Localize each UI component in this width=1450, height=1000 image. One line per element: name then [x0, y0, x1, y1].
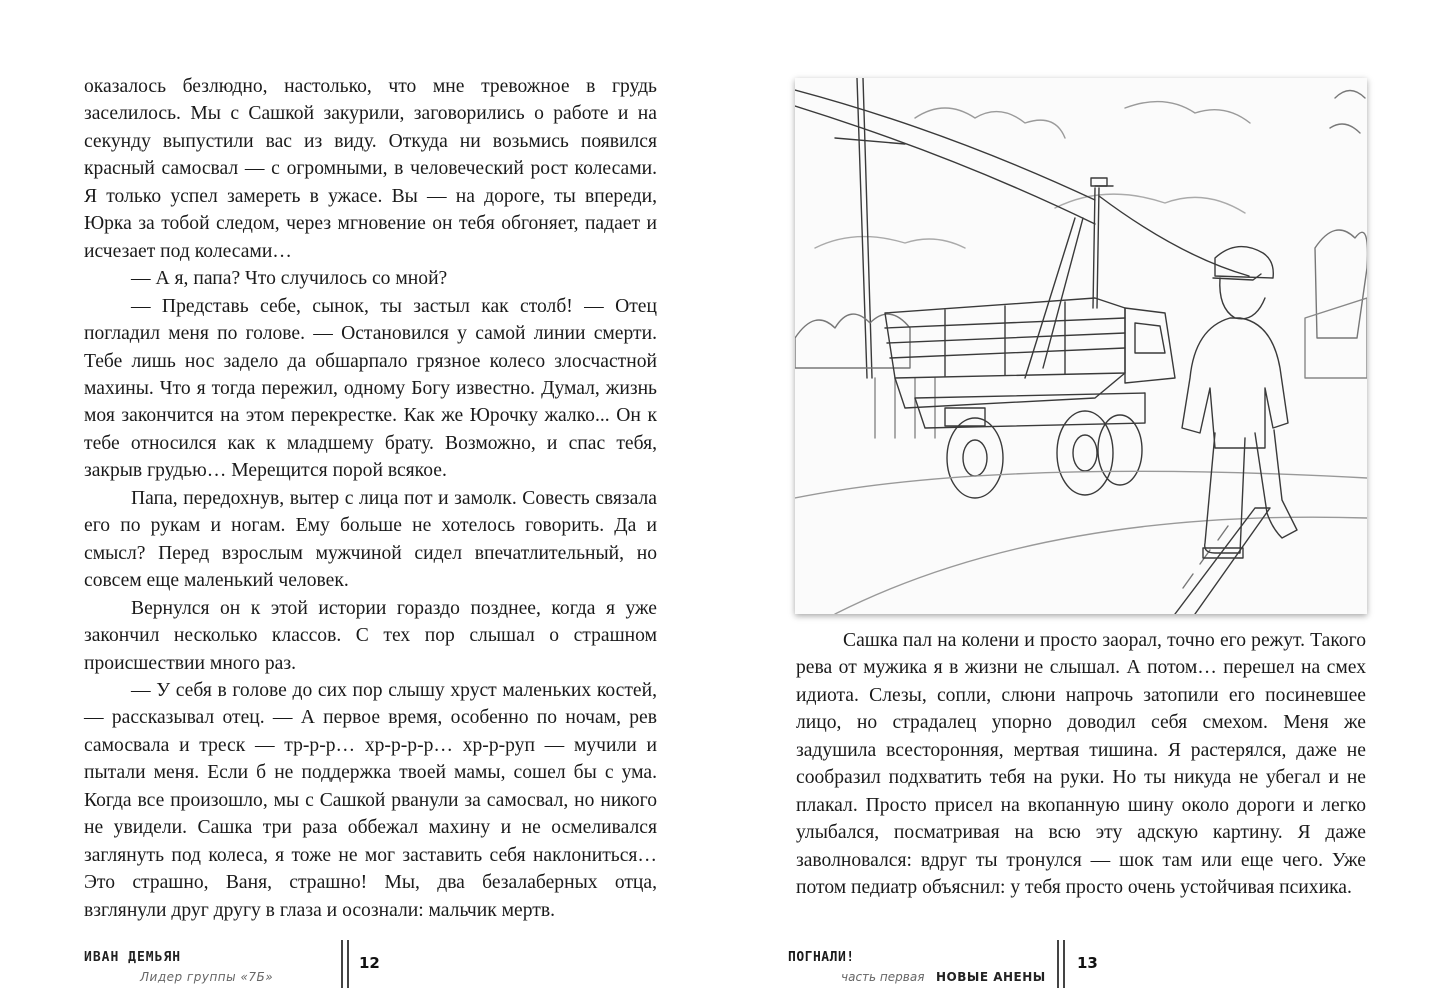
paragraph: оказалось безлюдно, настолько, что мне тревожное в грудь заселилось. Мы с Сашкой закурили, заговорились о работе и на секунду выпустили вас из виду. Откуда ни возьмись появился красный самосвал — с огромными, в человеческий рост колесами. Я только успел замереть в ужасе. Вы — на дороге, ты впереди, Юрка за тобой следом, через мгновение он тебя обгоняет, падает и исчезает под колесами… [84, 76, 657, 262]
author-name: ИВАН ДЕМЬЯН [84, 950, 182, 965]
footer-rule [347, 940, 349, 988]
paragraph: — А я, папа? Что случилось со мной? [131, 268, 448, 290]
paragraph: — У себя в голове до сих пор слышу хруст маленьких костей, — рассказывал отец. — А первое время, особенно по ночам, рев самосвала и треск — тр-р-р… хр-р-р-р… хр-р-руп — мучили и пытали меня. Если б не поддержка твоей мамы, сошел бы с ума. Когда все произошло, мы с Сашкой рванули за самосвал, но никого не увидели. Сашка три раза оббежал махину и не осмеливался заглянуть под колеса, я тоже не мог заставить себя наклониться… Это страшно, Ваня, страшно! Мы, два безалаберных отца, взглянули друг другу в глаза и осознали: мальчик мертв. [84, 679, 657, 921]
footer-rule [341, 940, 343, 988]
paragraph: Вернулся он к этой истории гораздо позднее, когда я уже закончил несколько классов. С тех пор слышал о страшном происшествии много раз. [84, 597, 657, 674]
author-subtitle: Лидер группы «7Б» [140, 970, 274, 984]
right-page [725, 0, 1450, 1000]
section-title: НОВЫЕ АНЕНЫ [936, 970, 1046, 984]
illustration-truck-boy [795, 78, 1367, 614]
right-page-body [796, 627, 1366, 902]
paragraph: Сашка пал на колени и просто заорал, точно его режут. Такого рева от мужика я в жизни не слышал. А потом… перешел на смех идиота. Слезы, сопли, слюни напрочь затопили его посиневшее лицо, но страдалец упорно доводил себя смехом. Меня же задушила всесторонняя, мертвая тишина. Я растерялся, даже не сообразил подхватить тебя на руки. Но ты никуда не убегал и не плакал. Просто присел на вкопанную шину около дороги и легко улыбался, посматривая на всю эту адскую картину. Я даже заволновался: вдруг ты тронулся — шок там или еще чего. Уже потом педиатр объяснил: у тебя просто очень устойчивая психика. [796, 630, 1366, 899]
book-title: ПОГНАЛИ! [788, 950, 855, 965]
paragraph: Папа, передохнув, вытер с лица пот и замолк. Совесть связала его по рукам и ногам. Ему больше не хотелось говорить. Да и смысл? Перед взрослым мужчиной сидел впечатлительный, но совсем еще маленький человек. [84, 487, 657, 592]
footer-rule [1063, 940, 1065, 988]
page-number: 13 [1077, 954, 1098, 972]
left-page-body [84, 73, 657, 924]
part-label: часть первая [841, 970, 925, 984]
sketch-drawing [795, 78, 1367, 614]
paragraph: — Представь себе, сынок, ты застыл как столб! — Отец погладил меня по голове. — Остановился у самой линии смерти. Тебе лишь нос задело да обшарпало грязное колесо злосчастной махины. Что я тогда пережил, одному Богу известно. Думал, жизнь моя закончится на этом перекрестке. Как же Юрочку жалко... Он к тебе относился как к младшему брату. Возможно, и спас тебя, закрыв грудью… Мерещится порой всякое. [84, 295, 657, 482]
footer-rule [1057, 940, 1059, 988]
page-number: 12 [359, 954, 380, 972]
